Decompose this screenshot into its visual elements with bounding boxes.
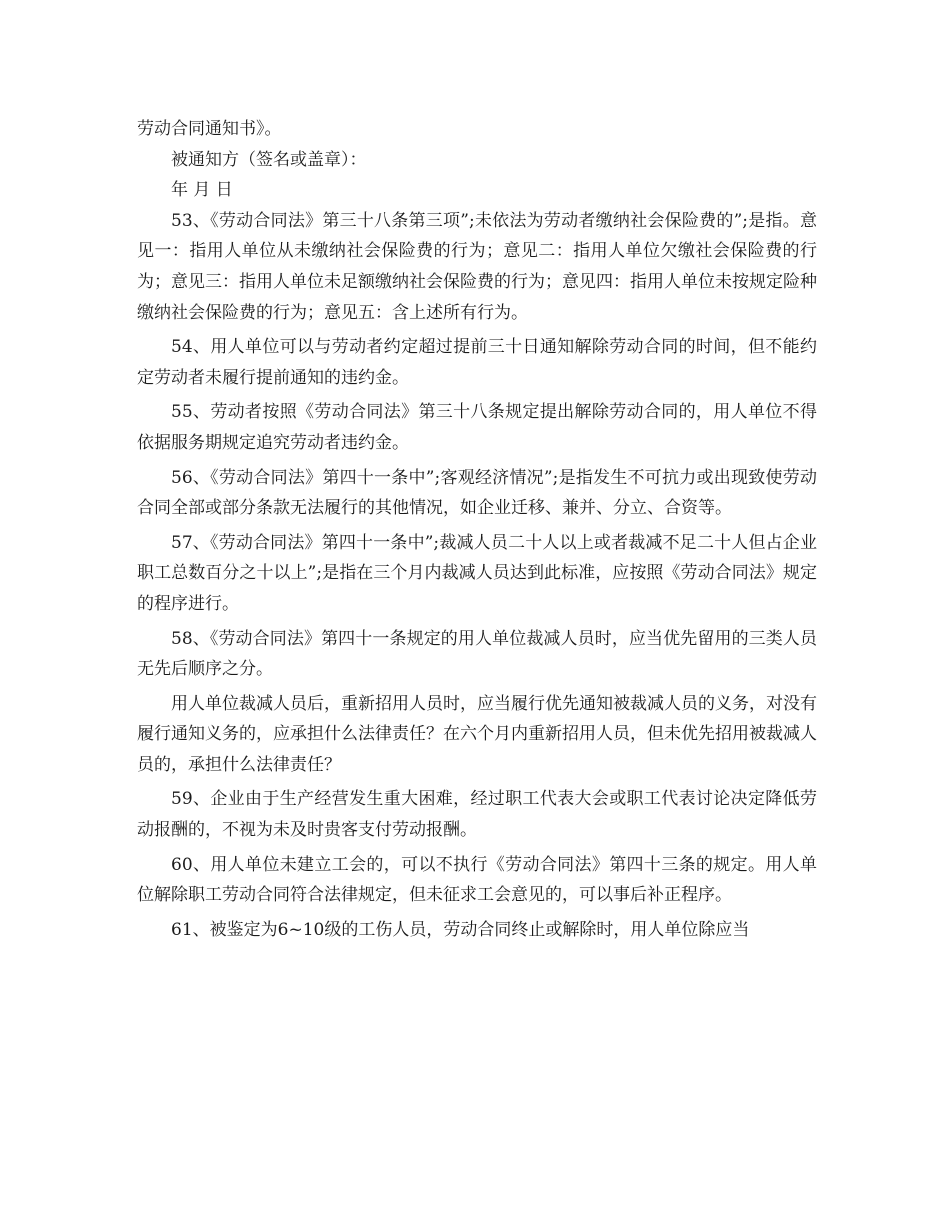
- paragraph-item-61: 61、被鉴定为6~10级的工伤人员，劳动合同终止或解除时，用人单位除应当: [171, 919, 750, 940]
- paragraph-item-56: 56、《劳动合同法》第四十一条中”;客观经济情况”;是指发生不可抗力或出现致使劳动合同全部或部分条款无法履行的其他情况，如企业迁移、兼并、分立、合资等。: [137, 467, 817, 519]
- paragraph-item-60: 60、用人单位未建立工会的，可以不执行《劳动合同法》第四十三条的规定。用人单位解除职工劳动合同符合法律规定，但未征求工会意见的，可以事后补正程序。: [137, 854, 817, 906]
- document-page: [137, 114, 817, 945]
- paragraph-item-58: 58、《劳动合同法》第四十一条规定的用人单位裁减人员时，应当优先留用的三类人员无先后顺序之分。: [137, 628, 817, 680]
- paragraph-date-line: 年 月 日: [171, 180, 233, 201]
- paragraph-item-57: 57、《劳动合同法》第四十一条中”;裁减人员二十人以上或者裁减不足二十人但占企业职工总数百分之十以上”;是指在三个月内裁减人员达到此标准，应按照《劳动合同法》规定的程序进行。: [137, 532, 817, 614]
- paragraph-item-53: 53、《劳动合同法》第三十八条第三项”;未依法为劳动者缴纳社会保险费的”;是指。意见一：指用人单位从未缴纳社会保险费的行为；意见二：指用人单位欠缴社会保险费的行为；意见三：指用人单位未足额缴纳社会保险费的行为；意见四：指用人单位未按规定险种缴纳社会保险费的行为；意见五：含上述所有行为。: [137, 210, 817, 323]
- paragraph-item-55: 55、劳动者按照《劳动合同法》第三十八条规定提出解除劳动合同的，用人单位不得依据服务期规定追究劳动者违约金。: [137, 402, 817, 453]
- paragraph-question: 用人单位裁减人员后，重新招用人员时，应当履行优先通知被裁减人员的义务，对没有履行通知义务的，应承担什么法律责任？在六个月内重新招用人员，但未优先招用被裁减人员的，承担什么法律责任？: [137, 693, 817, 775]
- paragraph-continuation: 劳动合同通知书》。: [137, 119, 282, 139]
- paragraph-item-54: 54、用人单位可以与劳动者约定超过提前三十日通知解除劳动合同的时间，但不能约定劳动者未履行提前通知的违约金。: [137, 337, 817, 388]
- paragraph-signature-line: 被通知方（签名或盖章）：: [171, 149, 367, 170]
- paragraph-item-59: 59、企业由于生产经营发生重大困难，经过职工代表大会或职工代表讨论决定降低劳动报酬的，不视为未及时贵客支付劳动报酬。: [137, 789, 817, 841]
